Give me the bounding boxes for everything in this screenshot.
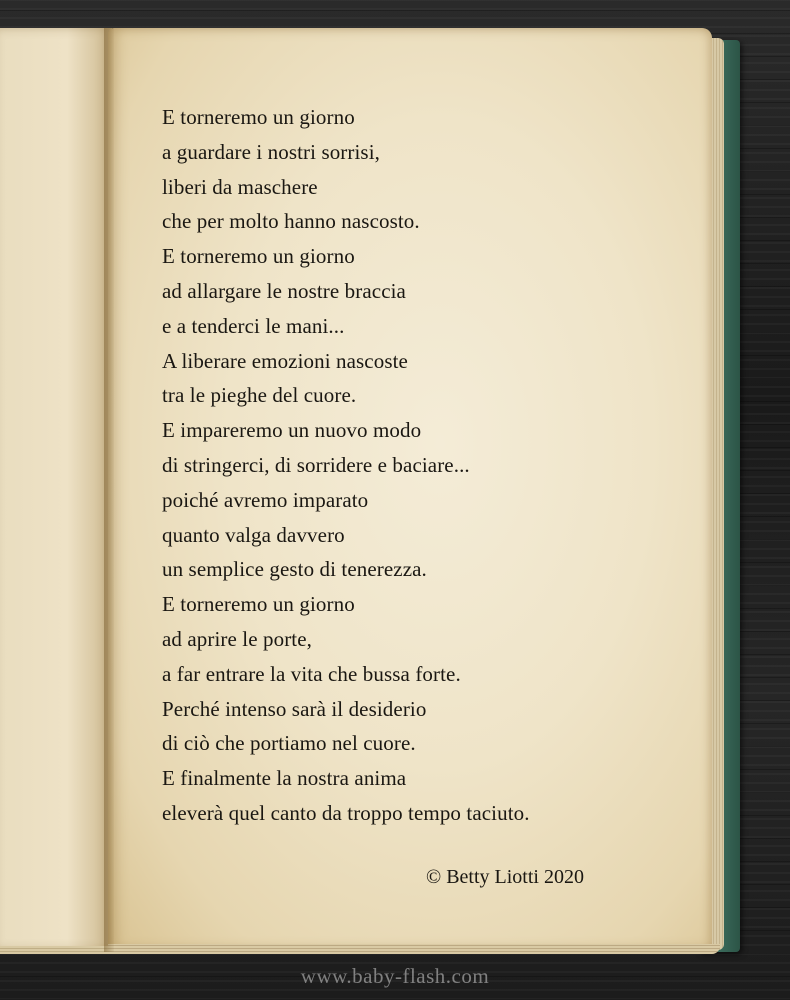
copyright-notice: © Betty Liotti 2020	[426, 866, 584, 888]
book-gutter	[104, 28, 114, 952]
poem-line: ad aprire le porte,	[162, 626, 312, 651]
poem-line: di stringerci, di sorridere e baciare...	[162, 452, 470, 477]
poem-line: che per molto hanno nascosto.	[162, 209, 420, 234]
poem-line: E torneremo un giorno	[162, 592, 355, 617]
poem-line: a guardare i nostri sorrisi,	[162, 139, 380, 164]
left-page-edge	[0, 946, 112, 954]
poem-line: liberi da maschere	[162, 174, 318, 199]
poem-line: eleverà quel canto da troppo tempo taciuto.	[162, 800, 530, 825]
poem-line: di ciò che portiamo nel cuore.	[162, 731, 416, 756]
poem-line: ad allargare le nostre braccia	[162, 278, 406, 303]
watermark: www.baby-flash.com	[300, 964, 490, 988]
left-page	[0, 28, 112, 950]
poem-line: poiché avremo imparato	[162, 487, 369, 512]
poem-line: A liberare emozioni nascoste	[162, 348, 408, 373]
poem-line: Perché intenso sarà il desiderio	[162, 696, 427, 721]
poem-line: quanto valga davvero	[162, 522, 345, 547]
right-page-edge	[108, 944, 720, 954]
poem-line: E finalmente la nostra anima	[162, 766, 407, 791]
poem-line: tra le pieghe del cuore.	[162, 383, 357, 408]
poem-line: e a tenderci le mani...	[162, 313, 345, 338]
poem-line: E torneremo un giorno	[162, 244, 355, 269]
poem-line: a far entrare la vita che bussa forte.	[162, 661, 461, 686]
poem-line: E torneremo un giorno	[162, 105, 355, 129]
poem-line: E impareremo un nuovo modo	[162, 418, 422, 443]
poem-line: un semplice gesto di tenerezza.	[162, 557, 427, 582]
poem	[162, 100, 682, 831]
